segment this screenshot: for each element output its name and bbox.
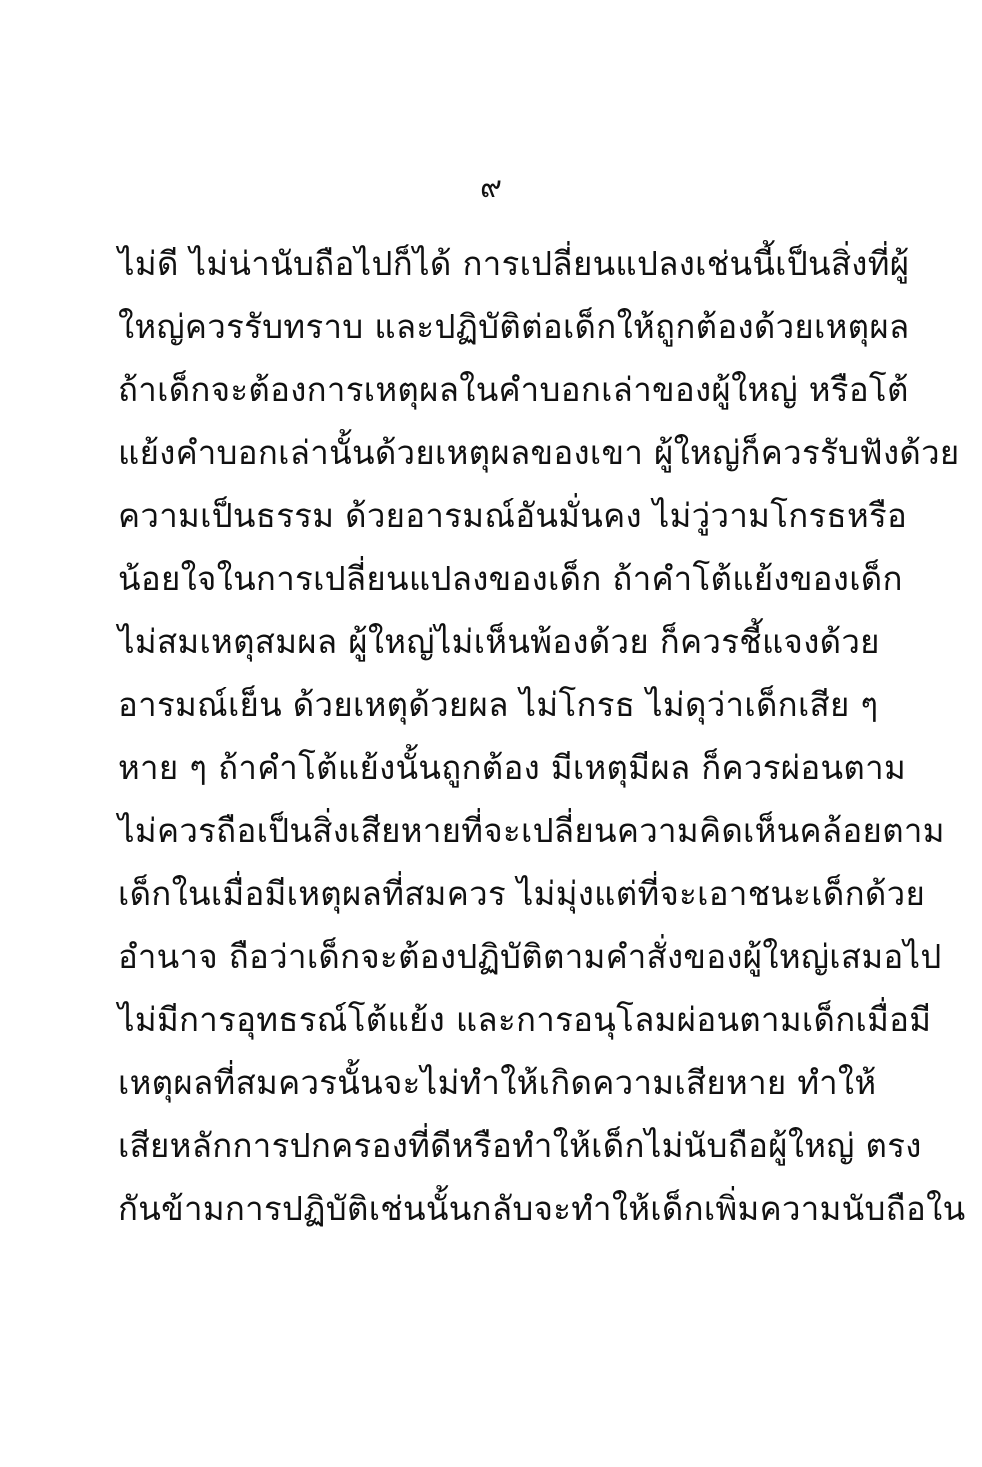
text-line: อารมณ์เย็น ด้วยเหตุด้วยผล ไม่โกรธ ไม่ดุว่าเด็กเสีย ๆ bbox=[118, 685, 879, 724]
text-line: เหตุผลที่สมควรนั้นจะไม่ทำให้เกิดความเสียหาย ทำให้ bbox=[118, 1063, 877, 1102]
text-line: น้อยใจในการเปลี่ยนแปลงของเด็ก ถ้าคำโต้แย้งของเด็ก bbox=[118, 559, 903, 598]
body-text bbox=[118, 232, 966, 1240]
text-line: เด็กในเมื่อมีเหตุผลที่สมควร ไม่มุ่งแต่ที่จะเอาชนะเด็กด้วย bbox=[118, 874, 926, 913]
page-number: ๙ bbox=[480, 170, 502, 205]
text-line: แย้งคำบอกเล่านั้นด้วยเหตุผลของเขา ผู้ใหญ่ก็ควรรับฟังด้วย bbox=[118, 433, 960, 472]
text-line: ไม่ควรถือเป็นสิ่งเสียหายที่จะเปลี่ยนความคิดเห็นคล้อยตาม bbox=[118, 811, 945, 850]
text-line: กันข้ามการปฏิบัติเช่นนั้นกลับจะทำให้เด็กเพิ่มความนับถือใน bbox=[118, 1189, 966, 1228]
text-line: ไม่ดี ไม่น่านับถือไปก็ได้ การเปลี่ยนแปลงเช่นนี้เป็นสิ่งที่ผู้ bbox=[118, 244, 910, 283]
text-line: ไม่สมเหตุสมผล ผู้ใหญ่ไม่เห็นพ้องด้วย ก็ควรชี้แจงด้วย bbox=[118, 622, 880, 661]
text-line: ใหญ่ควรรับทราบ และปฏิบัติต่อเด็กให้ถูกต้องด้วยเหตุผล bbox=[118, 307, 910, 346]
text-line: อำนาจ ถือว่าเด็กจะต้องปฏิบัติตามคำสั่งของผู้ใหญ่เสมอไป bbox=[118, 937, 942, 976]
text-line: ถ้าเด็กจะต้องการเหตุผลในคำบอกเล่าของผู้ใหญ่ หรือโต้ bbox=[118, 370, 909, 409]
text-line: เสียหลักการปกครองที่ดีหรือทำให้เด็กไม่นับถือผู้ใหญ่ ตรง bbox=[118, 1126, 922, 1165]
text-line: หาย ๆ ถ้าคำโต้แย้งนั้นถูกต้อง มีเหตุมีผล ก็ควรผ่อนตาม bbox=[118, 748, 906, 787]
text-line: ไม่มีการอุทธรณ์โต้แย้ง และการอนุโลมผ่อนตามเด็กเมื่อมี bbox=[118, 1000, 932, 1039]
text-line: ความเป็นธรรม ด้วยอารมณ์อันมั่นคง ไม่วู่วามโกรธหรือ bbox=[118, 496, 908, 535]
